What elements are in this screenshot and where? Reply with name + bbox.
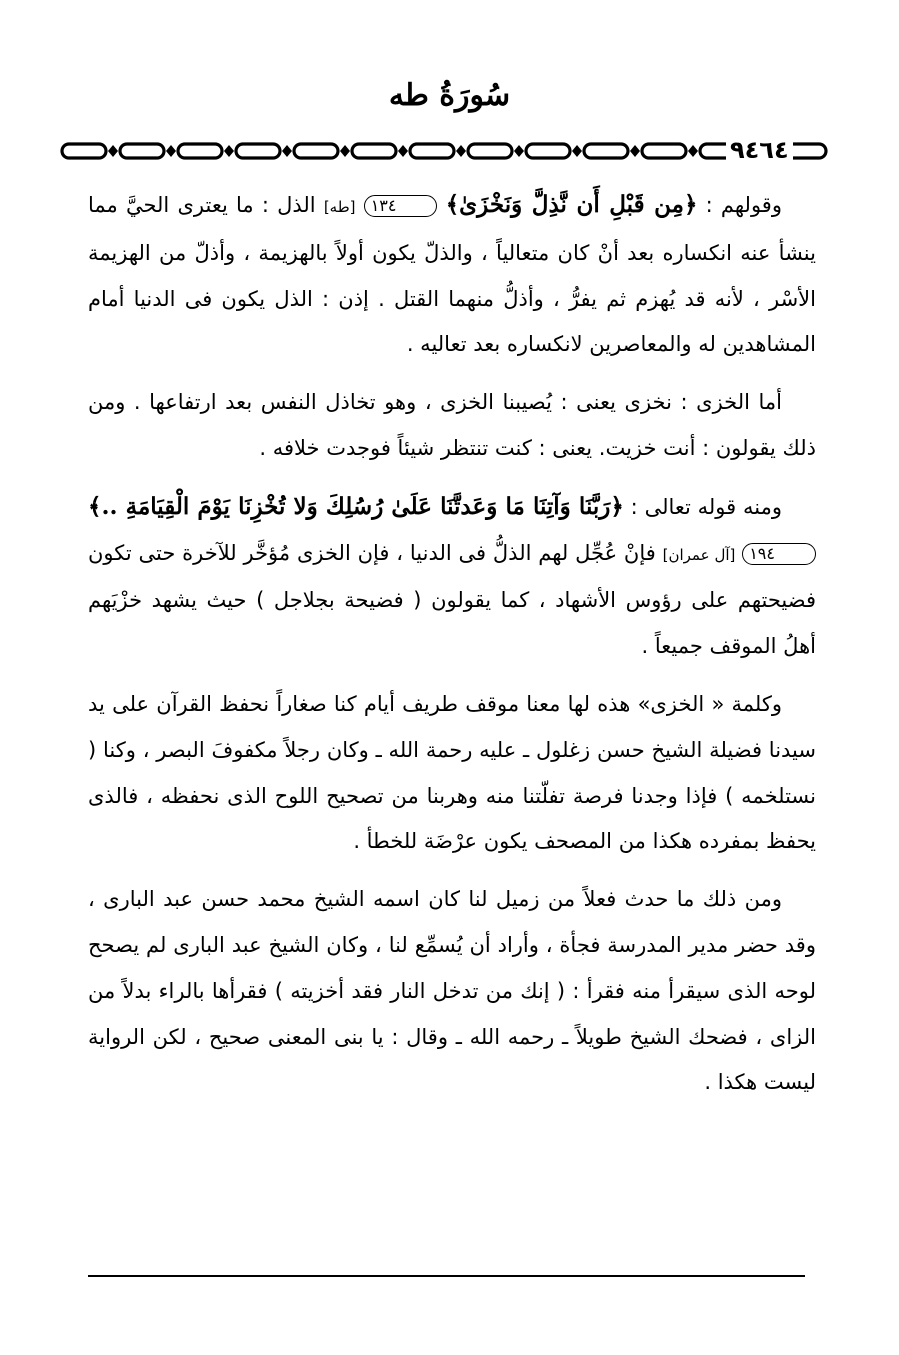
page-number: ٩٤٦٤ (726, 135, 793, 165)
paragraph-3 (88, 484, 816, 670)
paragraph-text: الذل : ما يعترى الحيَّ مما ينشأ عنه انكساره بعد أنْ كان متعالياً ، والذلّ يكون أولاً بالهزيمة ، وأذلّ من الهزيمة الأسْر ، لأنه قد يُهزم ثم يفرُّ ، وأذلُّ منهما القتل . إذن : الذل يكون فى الدنيا أمام المشاهدين له والمعاصرين لانكساره بعد تعاليه . (88, 193, 816, 357)
quran-verse: ﴿رَبَّنَا وَآتِنَا مَا وَعَدتَّنَا عَلَىٰ رُسُلِكَ وَلا تُخْزِنَا يَوْمَ الْقِيَامَةِ ..﴾ (88, 492, 624, 520)
verse-number: ١٣٤ (364, 195, 438, 217)
paragraph-text: وقولهم : (697, 193, 782, 217)
decorative-chain-border (60, 138, 830, 164)
quran-verse: ﴿مِن قَبْلِ أَن نَّذِلَّ وَنَخْزَىٰ﴾ (445, 191, 698, 218)
surah-title: سُورَةُ طه (388, 78, 511, 113)
verse-number: ١٩٤ (742, 543, 816, 565)
paragraph-1 (88, 182, 816, 368)
footer-rule (88, 1275, 805, 1277)
body-text (88, 182, 816, 1118)
paragraph-5: ومن ذلك ما حدث فعلاً من زميل لنا كان اسمه الشيخ محمد حسن عبد البارى ، وقد حضر مدير المدرسة فجأة ، وأراد أن يُسمِّع لنا ، وكان الشيخ عبد البارى لم يصحح لوحه الذى سيقرأ منه فقرأ : ( إنك من تدخل النار فقد أخزيته ) فقرأها بالراء بدلاً من الزاى ، فضحك الشيخ طويلاً ـ رحمه الله ـ وقال : يا بنى المعنى صحيح ، لكن الرواية ليست هكذا . (88, 887, 816, 1095)
surah-reference: [طه] (323, 198, 356, 216)
paragraph-4: وكلمة « الخزى» هذه لها معنا موقف طريف أيام كنا صغاراً نحفظ القرآن على يد سيدنا فضيلة الشيخ حسن زغلول ـ عليه رحمة الله ـ وكان رجلاً مكفوفَ البصر ، وكنا ( نستلخمه ) فإذا وجدنا فرصة تفلّتنا منه وهربنا من تصحيح اللوح الذى نحفظه ، فالذى يحفظ بمفرده هكذا من المصحف يكون عرْضَة للخطأ . (88, 691, 816, 854)
paragraph-2: أما الخزى : نخزى يعنى : يُصيبنا الخزى ، وهو تخاذل النفس بعد ارتفاعها . ومن ذلك يقولون : أنت خزيت. يعنى : كنت تنتظر شيئاً فوجدت خلافه . (88, 390, 816, 460)
paragraph-text: ومنه قوله تعالى : (623, 494, 782, 519)
surah-reference: [آل عمران] (662, 545, 736, 564)
paragraph-text: فإنْ عُجِّل لهم الذلُّ فى الدنيا ، فإن الخزى مُؤخَّر للآخرة حتى تكون فضيحتهم على رؤوس الأشهاد ، كما يقولون ( فضيحة بجلاجل ) حيث يشهد خزْيَهم أهلُ الموقف جميعاً . (88, 540, 816, 659)
